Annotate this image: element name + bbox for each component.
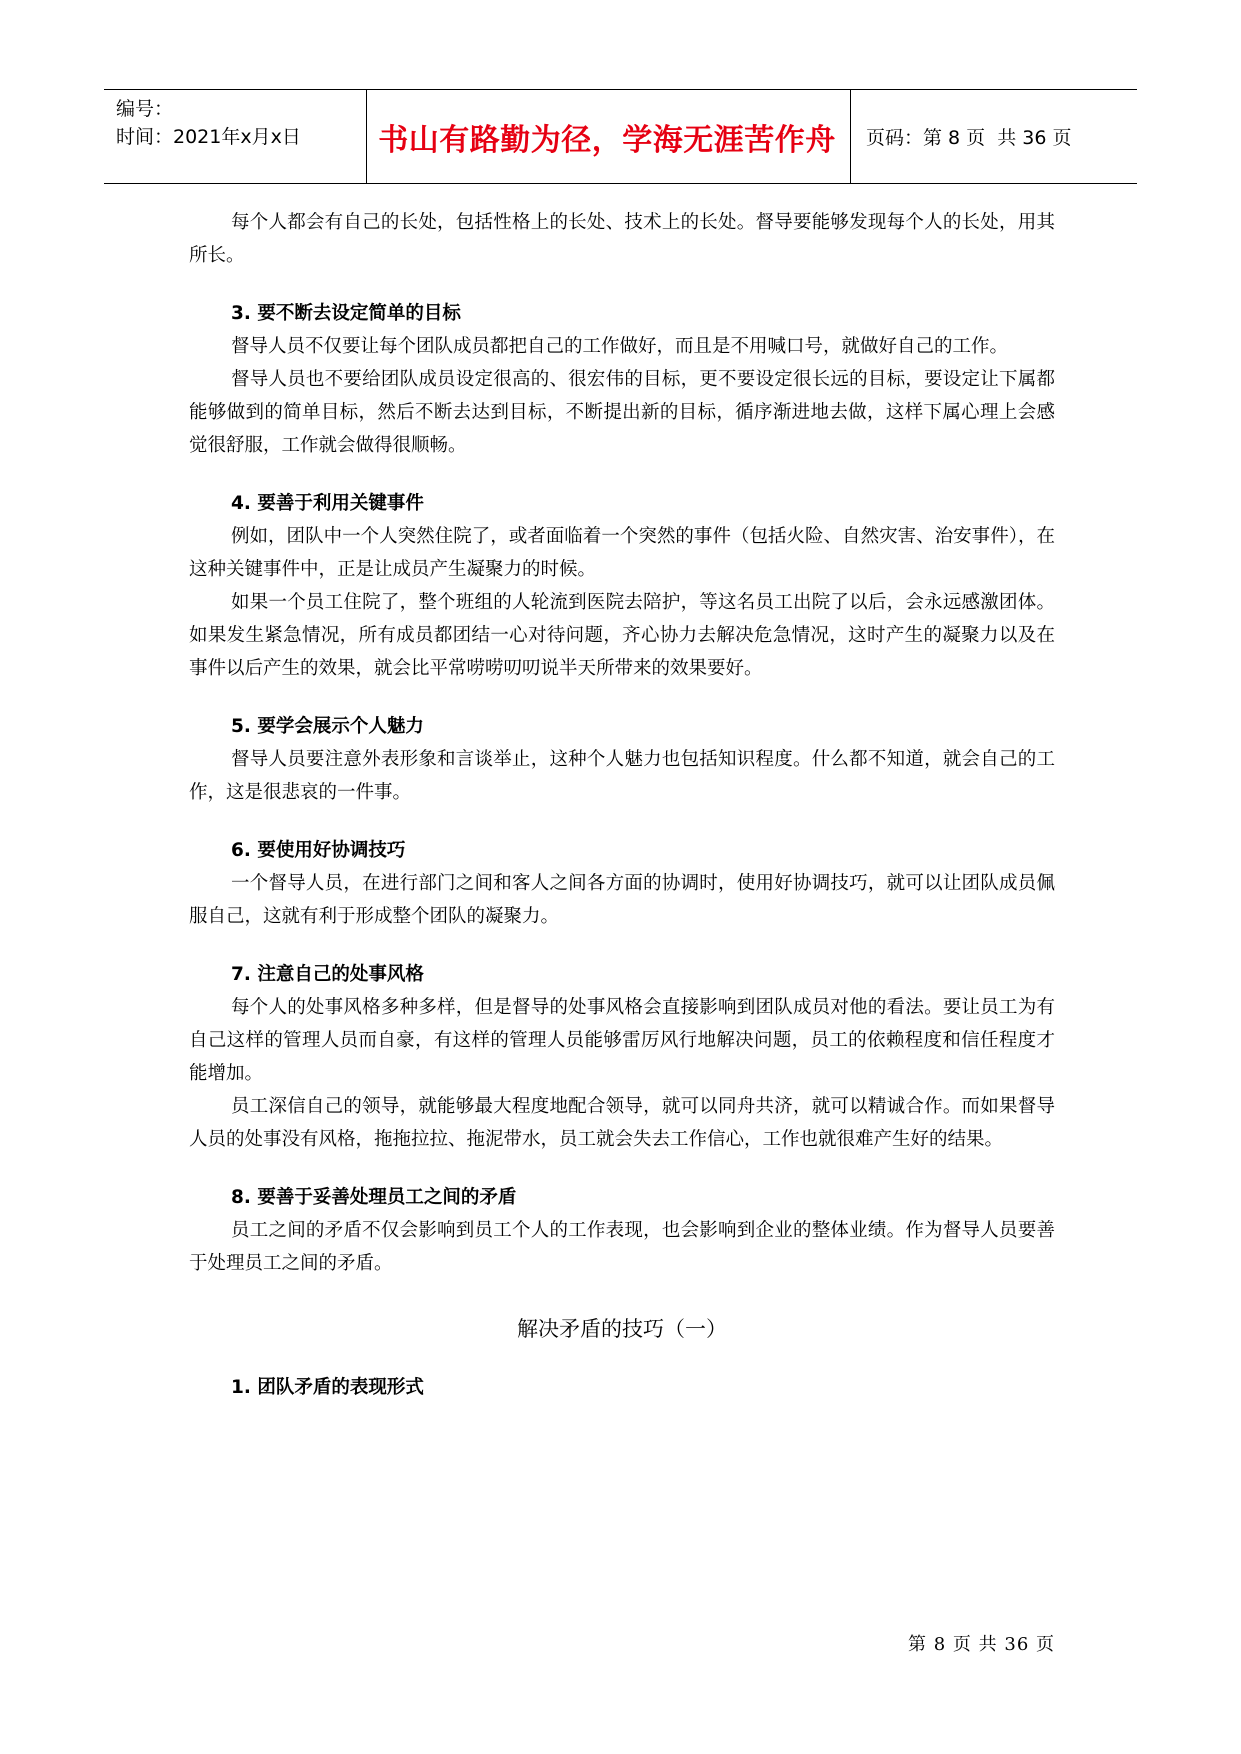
page-header [104,89,1137,184]
body-paragraph: 每个人的处事风格多种多样，但是督导的处事风格会直接影响到团队成员对他的看法。要让员工为有自己这样的管理人员而自豪，有这样的管理人员能够雷厉风行地解决问题，员工的依赖程度和信任程度才能增加。 [189,997,1055,1084]
section-heading: 4. 要善于利用关键事件 [231,493,424,514]
header-divider [366,90,367,183]
body-paragraph: 督导人员也不要给团队成员设定很高的、很宏伟的目标，更不要设定很长远的目标，要设定让下属都能够做到的简单目标，然后不断去达到目标，不断提出新的目标，循序渐进地去做，这样下属心理上会感觉很舒服，工作就会做得很顺畅。 [189,369,1055,456]
header-time-label: 时间：2021年x月x日 [116,126,301,148]
header-page-info [866,90,1072,183]
section-heading: 6. 要使用好协调技巧 [231,840,406,861]
section-heading: 3. 要不断去设定简单的目标 [231,303,461,324]
footer-page-number: 第 8 页 共 36 页 [908,1634,1055,1655]
body-paragraph: 督导人员不仅要让每个团队成员都把自己的工作做好，而且是不用喊口号，就做好自己的工作。 [231,336,1009,357]
section-heading: 7. 注意自己的处事风格 [231,964,424,985]
header-page-label: 页码：第 8 页 共 36 页 [866,127,1072,149]
body-paragraph: 员工深信自己的领导，就能够最大程度地配合领导，就可以同舟共济，就可以精诚合作。而如果督导人员的处事没有风格，拖拖拉拉、拖泥带水，员工就会失去工作信心，工作也就很难产生好的结果。 [189,1096,1055,1150]
header-motto [368,90,846,183]
header-number-label: 编号： [116,98,174,120]
body-paragraph: 督导人员要注意外表形象和言谈举止，这种个人魅力也包括知识程度。什么都不知道，就会自己的工作，这是很悲哀的一件事。 [189,749,1055,803]
header-divider [850,90,851,183]
section-heading: 5. 要学会展示个人魅力 [231,716,424,737]
body-paragraph: 员工之间的矛盾不仅会影响到员工个人的工作表现，也会影响到企业的整体业绩。作为督导人员要善于处理员工之间的矛盾。 [189,1220,1055,1274]
body-paragraph: 每个人都会有自己的长处，包括性格上的长处、技术上的长处。督导要能够发现每个人的长处，用其所长。 [189,212,1055,266]
section-heading: 1. 团队矛盾的表现形式 [231,1377,424,1398]
document-body [189,206,1055,1404]
page-footer [908,1630,1055,1656]
body-paragraph: 例如，团队中一个人突然住院了，或者面临着一个突然的事件（包括火险、自然灾害、治安事件），在这种关键事件中，正是让成员产生凝聚力的时候。 [189,526,1055,580]
section-title: 解决矛盾的技巧（一） [517,1317,727,1341]
header-meta [116,95,366,151]
section-heading: 8. 要善于妥善处理员工之间的矛盾 [231,1187,517,1208]
body-paragraph: 如果一个员工住院了，整个班组的人轮流到医院去陪护，等这名员工出院了以后，会永远感激团体。如果发生紧急情况，所有成员都团结一心对待问题，齐心协力去解决危急情况，这时产生的凝聚力以及在事件以后产生的效果，就会比平常唠唠叨叨说半天所带来的效果要好。 [189,592,1055,679]
body-paragraph: 一个督导人员，在进行部门之间和客人之间各方面的协调时，使用好协调技巧，就可以让团队成员佩服自己，这就有利于形成整个团队的凝聚力。 [189,873,1055,927]
header-motto-text: 书山有路勤为径，学海无涯苦作舟 [378,122,836,158]
